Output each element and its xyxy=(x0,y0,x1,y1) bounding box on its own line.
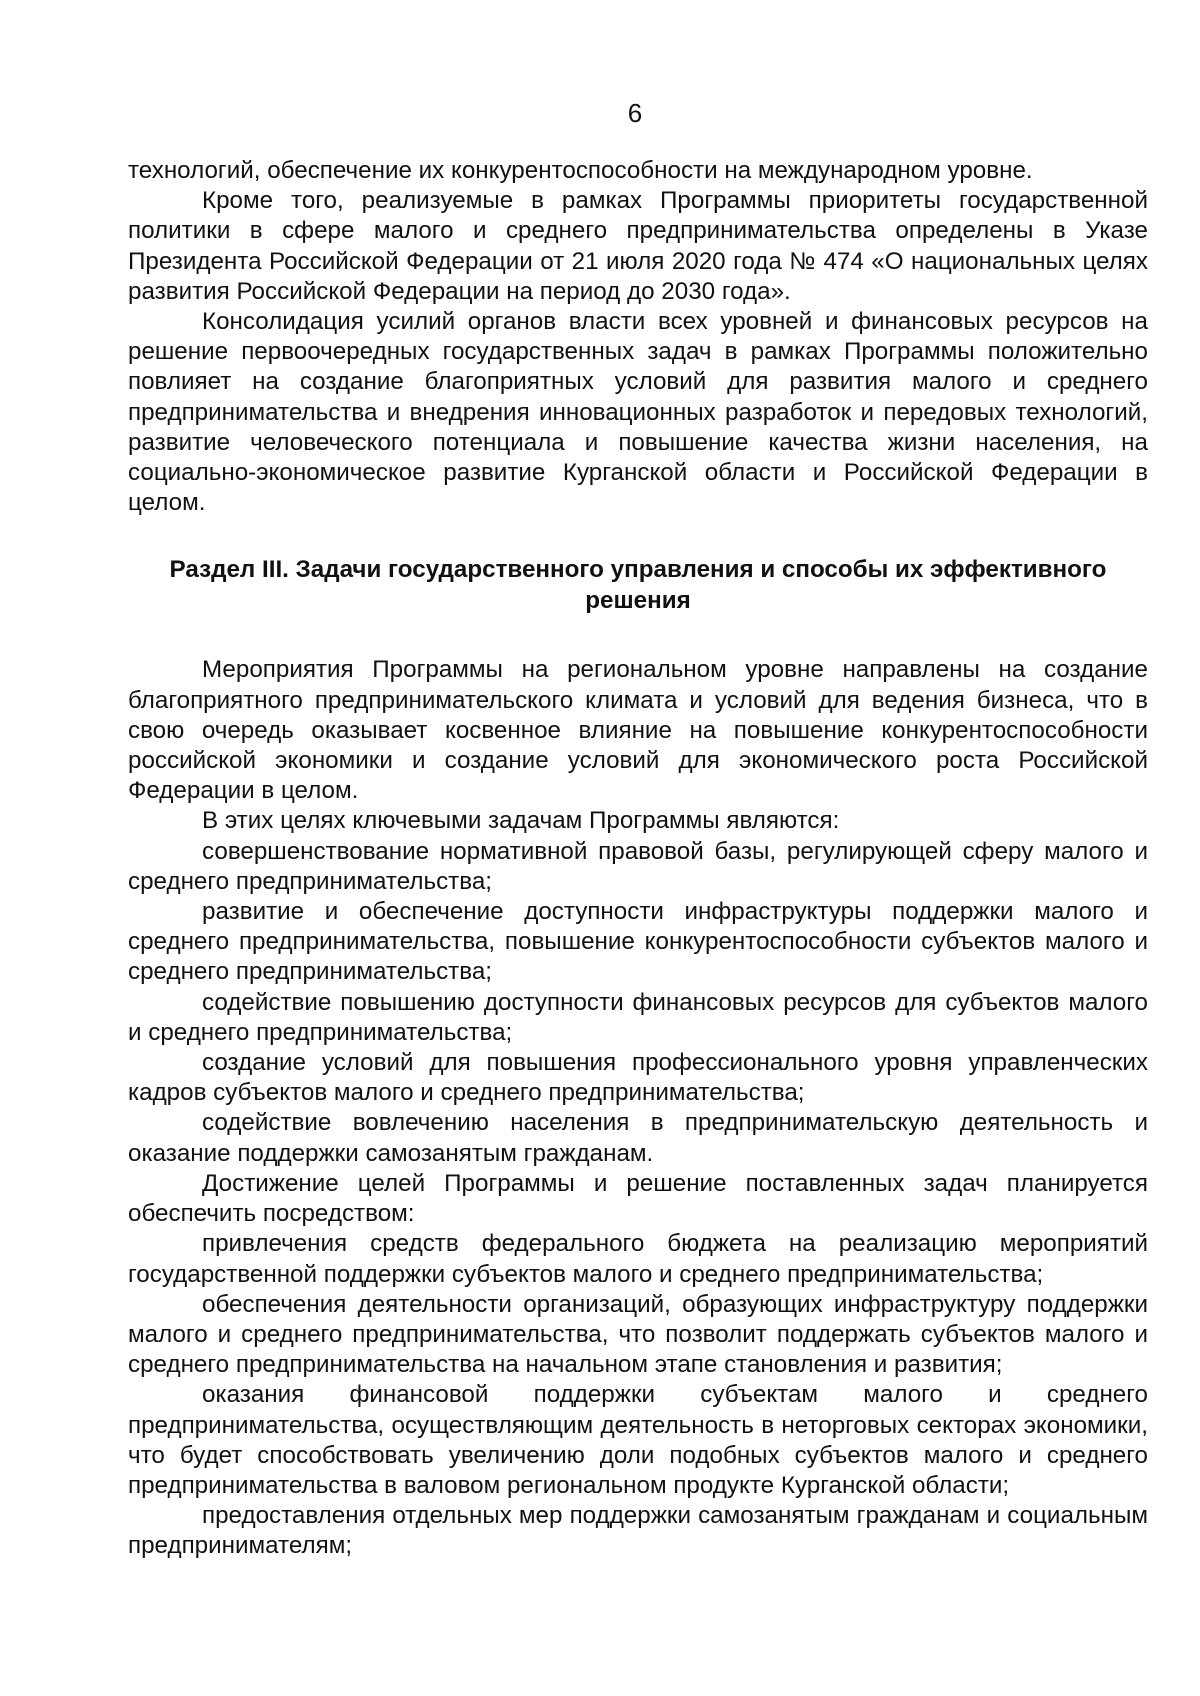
list-item-means-federal-budget: привлечения средств федерального бюджета на реализацию мероприятий государственной поддержки субъектов малого и среднего предпринимательства; xyxy=(128,1230,1148,1288)
paragraph-measures: Мероприятия Программы на региональном уровне направлены на создание благоприятного предпринимательского климата и условий для ведения бизнеса, что в свою очередь оказывает косвенное влияние на повышение конкурентоспособности российской экономики и создание условий для экономического роста Российской Федерации в целом. xyxy=(128,656,1148,805)
paragraph-key-tasks-intro: В этих целях ключевыми задачам Программы являются: xyxy=(202,807,840,835)
paragraph-continuation: технологий, обеспечение их конкурентоспособности на международном уровне. xyxy=(128,157,1033,184)
list-item-task-regulation: совершенствование нормативной правовой базы, регулирующей сферу малого и среднего предпринимательства; xyxy=(128,837,1148,895)
paragraph-priorities: Кроме того, реализуемые в рамках Программы приоритеты государственной политики в сфере малого и среднего предпринимательства определены в Указе Президента Российской Федерации от 21 июля 2020 года № 474 «О национальных целях развития Российской Федерации на период до 2030 года». xyxy=(128,187,1148,305)
list-item-means-self-employed: предоставления отдельных мер поддержки самозанятым гражданам и социальным предпринимателям; xyxy=(128,1502,1148,1560)
section-heading xyxy=(128,554,1148,616)
list-item-means-organizations: обеспечения деятельности организаций, образующих инфраструктуру поддержки малого и среднего предпринимательства, что позволит поддержать субъектов малого и среднего предпринимательства на начальном этапе становления и развития; xyxy=(128,1290,1148,1379)
list-item-means-financial-support: оказания финансовой поддержки субъектам малого и среднего предпринимательства, осуществляющим деятельность в неторговых секторах экономики, что будет способствовать увеличению доли подобных субъектов малого и среднего предпринимательства в валовом региональном продукте Курганской области; xyxy=(128,1381,1148,1499)
paragraph-consolidation: Консолидация усилий органов власти всех уровней и финансовых ресурсов на решение первоочередных государственных задач в рамках Программы положительно повлияет на создание благоприятных условий для развития малого и среднего предпринимательства и внедрения инновационных разработок и передовых технологий, развитие человеческого потенциала и повышение качества жизни населения, на социально-экономическое развитие Курганской области и Российской Федерации в целом. xyxy=(128,308,1148,517)
page-number: 6 xyxy=(627,98,643,128)
paragraph-means-intro: Достижение целей Программы и решение поставленных задач планируется обеспечить посредством: xyxy=(128,1169,1148,1228)
document-body xyxy=(128,156,1148,1562)
list-item-task-infrastructure: развитие и обеспечение доступности инфраструктуры поддержки малого и среднего предпринимательства, повышение конкурентоспособности субъектов малого и среднего предпринимательства; xyxy=(128,898,1148,986)
section-heading-line-2: решения xyxy=(585,587,691,615)
list-item-task-finance: содействие повышению доступности финансовых ресурсов для субъектов малого и среднего предпринимательства; xyxy=(128,988,1148,1046)
section-heading-line-1: Раздел III. Задачи государственного управления и способы их эффективного xyxy=(169,556,1107,584)
list-item-task-personnel: создание условий для повышения профессионального уровня управленческих кадров субъектов малого и среднего предпринимательства; xyxy=(128,1049,1148,1107)
list-item-task-engagement: содействие вовлечению населения в предпринимательскую деятельность и оказание поддержки самозанятым гражданам. xyxy=(128,1109,1148,1167)
